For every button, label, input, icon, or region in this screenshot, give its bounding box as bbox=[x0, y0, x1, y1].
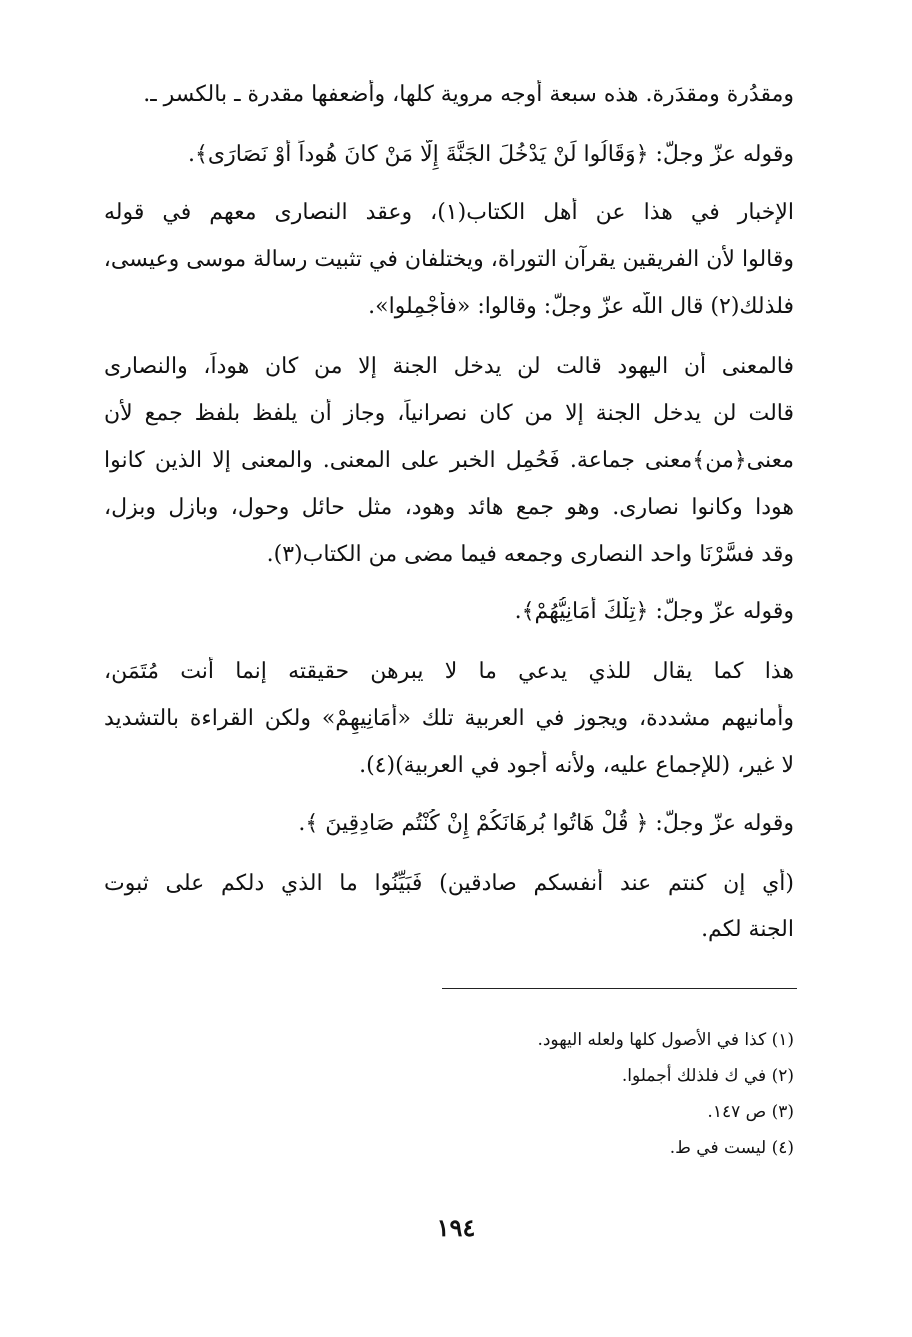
text-line: وقوله عزّ وجلّ: ﴿تِلْكَ أَمَانِيُّهُمْ﴾. bbox=[514, 599, 794, 624]
text-line: فالمعنى أن اليهود قالت لن يدخل الجنة إلا من كان هوداً، والنصارى bbox=[104, 354, 794, 379]
footnote-separator bbox=[442, 988, 797, 989]
text-line: وقوله عزّ وجلّ: ﴿وَقَالُوا لَنْ يَدْخُلَ الجَنَّةَ إِلَّا مَنْ كانَ هُوداً أَوْ نَصَارَى﴾. bbox=[188, 142, 794, 167]
text-line: وأمانيهم مشددة، ويجوز في العربية تلك «أَمَانِيهِمْ» ولكن القراءة بالتشديد bbox=[104, 706, 794, 731]
text-line: وقوله عزّ وجلّ: ﴿ قُلْ هَاتُوا بُرهَانَكُمْ إِنْ كُنْتُم صَادِقِينَ ﴾. bbox=[298, 811, 794, 836]
text-line: الإخبار في هذا عن أهل الكتاب(١)، وعقد النصارى معهم في قوله bbox=[104, 200, 794, 225]
text-line: هذا كما يقال للذي يدعي ما لا يبرهن حقيقته إنما أنت مُتَمَن، bbox=[104, 659, 794, 684]
footnote: (١) كذا في الأصول كلها ولعله اليهود. bbox=[537, 1030, 794, 1050]
footnote: (٣) ص ١٤٧. bbox=[707, 1102, 794, 1122]
text-line: معنى﴿من﴾معنى جماعة. فَحُمِل الخبر على المعنى. والمعنى إلا الذين كانوا bbox=[104, 448, 794, 473]
text-line: فلذلك(٢) قال اللّه عزّ وجلّ: وقالوا: «فأَجْمِلوا». bbox=[368, 294, 794, 319]
text-line: (أي إن كنتم عند أنفسكم صادقين) فَبَيِّنُوا ما الذي دلكم على ثبوت bbox=[104, 871, 794, 896]
text-line: وقالوا لأن الفريقين يقرآن التوراة، ويختلفان في تثبيت رسالة موسى وعيسى، bbox=[104, 247, 794, 272]
page-number: ١٩٤ bbox=[436, 1213, 476, 1242]
footnote: (٤) ليست في ط. bbox=[669, 1138, 794, 1158]
text-line: لا غير، (للإجماع عليه، ولأنه أجود في العربية)(٤). bbox=[359, 753, 794, 778]
text-line: وقد فسَّرْنَا واحد النصارى وجمعه فيما مضى من الكتاب(٣). bbox=[266, 542, 794, 567]
text-line: الجنة لكم. bbox=[701, 917, 794, 942]
text-line: ومقدُرة ومقدَرة. هذه سبعة أوجه مروية كلها، وأضعفها مقدرة ـ بالكسر ـ. bbox=[143, 82, 794, 107]
text-line: هودا وكانوا نصارى. وهو جمع هائد وهود، مثل حائل وحول، وبازل وبزل، bbox=[104, 495, 794, 520]
footnote: (٢) في ك فلذلك أجملوا. bbox=[621, 1066, 794, 1086]
text-line: قالت لن يدخل الجنة إلا من كان نصرانياً، وجاز أن يلفظ بلفظ جمع لأن bbox=[104, 401, 794, 426]
